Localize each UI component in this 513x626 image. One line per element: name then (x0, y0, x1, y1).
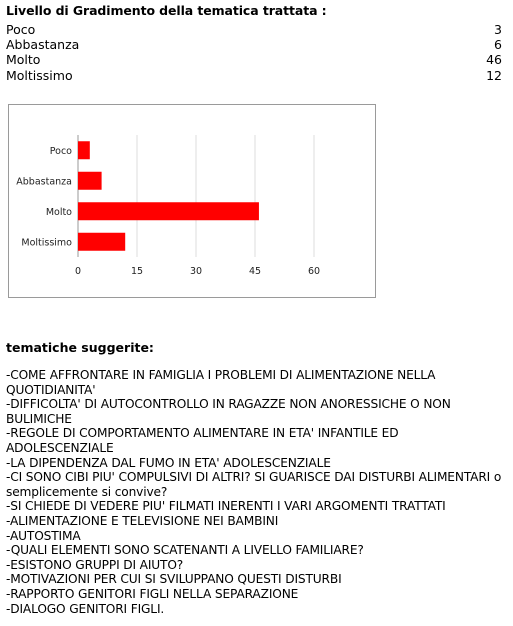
bar (78, 141, 90, 159)
stat-label: Abbastanza (6, 37, 80, 53)
stat-value: 6 (494, 37, 502, 53)
topics-list (6, 368, 506, 616)
bar-chart-svg (9, 105, 375, 297)
list-item: -CI SONO CIBI PIU' COMPULSIVI DI ALTRI? SI GUARISCE DAI DISTURBI ALIMENTARI o semplicemente si convive? (6, 470, 502, 499)
tick-label: 60 (307, 266, 321, 277)
stat-label: Moltissimo (6, 67, 73, 83)
list-item: -ESISTONO GRUPPI DI AIUTO? (6, 557, 184, 572)
list-item: -LA DIPENDENZA DAL FUMO IN ETA' ADOLESCENZIALE (6, 455, 331, 470)
bar (78, 172, 102, 190)
stat-value: 12 (486, 67, 502, 83)
stat-row (6, 52, 502, 67)
stat-row (6, 68, 502, 83)
list-item: -COME AFFRONTARE IN FAMIGLIA I PROBLEMI DI ALIMENTAZIONE NELLA QUOTIDIANITA' (6, 368, 436, 397)
page-title: Livello di Gradimento della tematica trattata : (6, 3, 327, 18)
category-label: Moltissimo (21, 237, 72, 249)
stats-list (6, 22, 502, 83)
bar (78, 233, 125, 251)
stat-row (6, 22, 502, 37)
bar (78, 202, 259, 220)
stat-label: Poco (6, 22, 36, 37)
list-item: -ALIMENTAZIONE E TELEVISIONE NEI BAMBINI (6, 513, 279, 528)
list-item: -MOTIVAZIONI PER CUI SI SVILUPPANO QUESTI DISTURBI (6, 572, 342, 587)
stat-value: 46 (486, 52, 502, 68)
list-item: -DIALOGO GENITORI FIGLI. (6, 601, 165, 616)
list-item: -QUALI ELEMENTI SONO SCATENANTI A LIVELLO FAMILIARE? (6, 543, 364, 558)
topics-title: tematiche suggerite: (6, 340, 154, 355)
category-label: Poco (49, 145, 72, 157)
category-label: Abbastanza (16, 176, 72, 188)
tick-label: 30 (189, 266, 203, 277)
list-item: -REGOLE DI COMPORTAMENTO ALIMENTARE IN ETA' INFANTILE ED ADOLESCENZIALE (6, 426, 399, 455)
list-item: -AUTOSTIMA (6, 528, 81, 543)
stat-row (6, 37, 502, 52)
tick-label: 0 (74, 266, 82, 277)
category-label: Molto (45, 206, 72, 218)
stat-value: 3 (494, 22, 502, 37)
list-item: -SI CHIEDE DI VEDERE PIU' FILMATI INERENTI I VARI ARGOMENTI TRATTATI (6, 499, 446, 514)
bar-chart (8, 104, 376, 298)
list-item: -RAPPORTO GENITORI FIGLI NELLA SEPARAZIONE (6, 586, 299, 601)
tick-label: 45 (248, 266, 262, 277)
list-item: -DIFFICOLTA' DI AUTOCONTROLLO IN RAGAZZE NON ANORESSICHE O NON BULIMICHE (6, 397, 451, 426)
tick-label: 15 (130, 266, 144, 277)
stat-label: Molto (6, 52, 41, 68)
